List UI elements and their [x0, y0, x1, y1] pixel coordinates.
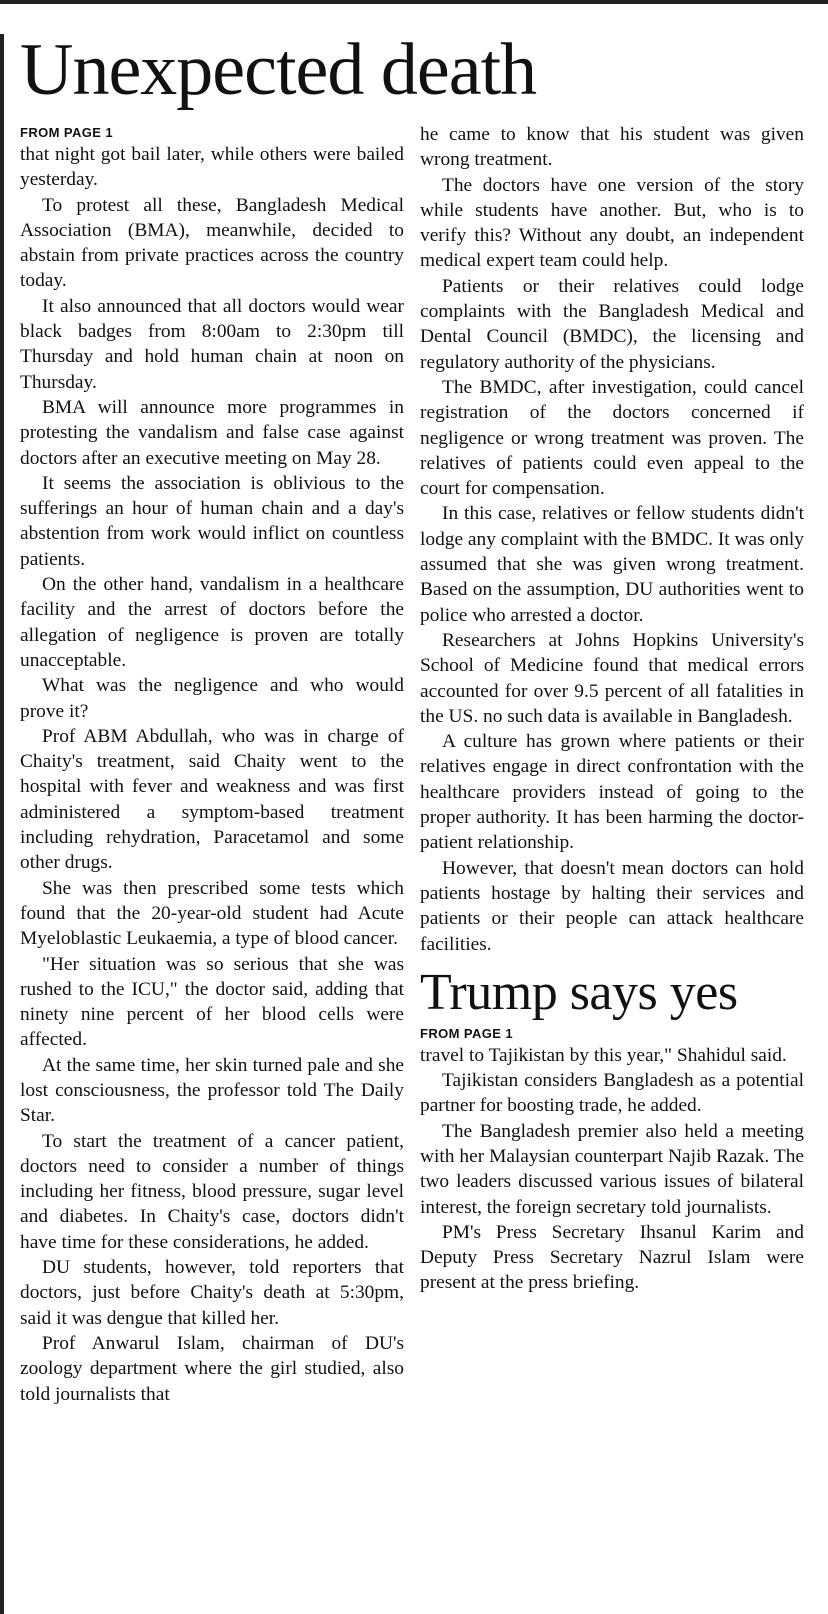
left-border — [0, 34, 4, 1614]
paragraph: A culture has grown where patients or their relatives engage in direct confrontation with the healthcare providers instead of going to the proper authority. It has been harming the doctor-patient relationship. — [420, 731, 804, 854]
paragraph: To protest all these, Bangladesh Medical Association (BMA), meanwhile, decided to abstain from private practices across the country today. — [20, 194, 404, 292]
paragraph: The doctors have one version of the story while students have another. But, who is to verify this? Without any doubt, an independent medical expert team could help. — [420, 174, 804, 272]
paragraph: BMA will announce more programmes in protesting the vandalism and false case against doctors after an executive meeting on May 28. — [20, 396, 404, 469]
paragraph: travel to Tajikistan by this year," Shahidul said. — [420, 1044, 787, 1066]
paragraph: that night got bail later, while others were bailed yesterday. — [20, 144, 404, 191]
paragraph: It seems the association is oblivious to the sufferings an hour of human chain and a day's abstention from work would inflict on countless patients. — [20, 472, 404, 570]
paragraph: Prof ABM Abdullah, who was in charge of Chaity's treatment, said Chaity went to the hospital with fever and weakness and was first administered a symptom-based treatment including rehydration, Paracetamol and some other drugs. — [20, 725, 404, 874]
paragraph: However, that doesn't mean doctors can hold patients hostage by halting their services and patients or their people can attack healthcare facilities. — [420, 857, 804, 955]
paragraph: Researchers at Johns Hopkins University's School of Medicine found that medical errors accounted for over 9.5 percent of all fatalities in the US. no such data is available in Bangladesh. — [420, 629, 804, 727]
newspaper-page — [20, 28, 816, 1608]
headline-trump-says-yes: Trump says yes — [420, 963, 738, 1021]
headline-unexpected-death: Unexpected death — [20, 29, 537, 111]
paragraph: To start the treatment of a cancer patient, doctors need to consider a number of things including her fitness, blood pressure, sugar level and diabetes. In Chaity's case, doctors didn't have time for these considerations, he added. — [20, 1130, 404, 1253]
paragraph: What was the negligence and who would prove it? — [20, 675, 404, 722]
article1-kicker: FROM PAGE 1 — [20, 125, 114, 140]
paragraph: Prof Anwarul Islam, chairman of DU's zoology department where the girl studied, also told journalists that — [20, 1332, 404, 1405]
top-border — [0, 0, 828, 4]
paragraph: DU students, however, told reporters that doctors, just before Chaity's death at 5:30pm, said it was dengue that killed her. — [20, 1257, 404, 1329]
paragraph: It also announced that all doctors would wear black badges from 8:00am to 2:30pm till Thursday and hold human chain at noon on Thursday. — [20, 295, 404, 393]
paragraph: At the same time, her skin turned pale and she lost consciousness, the professor told The Daily Star. — [20, 1054, 404, 1127]
paragraph: The BMDC, after investigation, could cancel registration of the doctors concerned if negligence or wrong treatment was proven. The relatives of patients could even appeal to the court for compensation. — [420, 376, 804, 500]
paragraph: he came to know that his student was given wrong treatment. — [420, 124, 804, 171]
paragraph: She was then prescribed some tests which found that the 20-year-old student had Acute Myeloblastic Leukaemia, a type of blood cancer. — [20, 877, 404, 950]
article1-left-column — [20, 122, 404, 1407]
paragraph: "Her situation was so serious that she was rushed to the ICU," the doctor said, adding that ninety nine percent of her blood cells were affected. — [20, 953, 404, 1051]
article2-kicker: FROM PAGE 1 — [420, 1025, 514, 1041]
paragraph: Tajikistan considers Bangladesh as a potential partner for boosting trade, he added. — [420, 1070, 804, 1117]
paragraph: Patients or their relatives could lodge complaints with the Bangladesh Medical and Dental Council (BMDC), the licensing and regulatory authority of the physicians. — [420, 275, 804, 373]
paragraph: In this case, relatives or fellow students didn't lodge any complaint with the BMDC. It was only assumed that she was given wrong treatment. Based on the assumption, DU authorities went to police who arrested a doctor. — [420, 503, 804, 626]
article1-right-column — [420, 122, 804, 1296]
paragraph: On the other hand, vandalism in a healthcare facility and the arrest of doctors before the allegation of negligence is proven are totally unacceptable. — [20, 574, 404, 671]
paragraph: PM's Press Secretary Ihsanul Karim and Deputy Press Secretary Nazrul Islam were present at the press briefing. — [420, 1221, 804, 1294]
paragraph: The Bangladesh premier also held a meeting with her Malaysian counterpart Najib Razak. The two leaders discussed various issues of bilateral interest, the foreign secretary told journalists. — [420, 1120, 804, 1218]
